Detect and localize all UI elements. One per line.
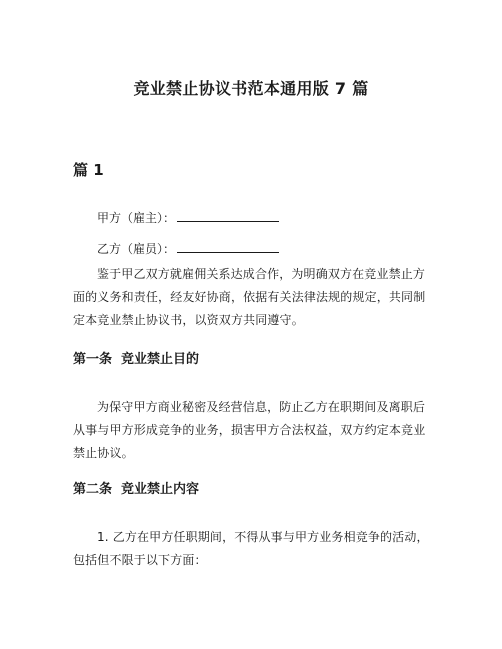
party-a-blank xyxy=(177,210,279,222)
article-1-heading: 第一条 竞业禁止目的 xyxy=(73,352,200,367)
article-2-body: 1. 乙方在甲方任职期间，不得从事与甲方业务相竞争的活动，包括但不限于以下方面： xyxy=(73,530,429,567)
party-a-line xyxy=(97,210,279,226)
intro-paragraph: 鉴于甲乙双方就雇佣关系达成合作，为明确双方在竞业禁止方面的义务和责任，经友好协商，依据有关法律法规的规定，共同制定本竞业禁止协议书，以资双方共同遵守。 xyxy=(73,267,426,327)
article-1-body: 为保守甲方商业秘密及经营信息，防止乙方在职期间及离职后从事与甲方形成竞争的业务，损害甲方合法权益，双方约定本竞业禁止协议。 xyxy=(73,400,426,460)
section-heading: 篇 1 xyxy=(73,161,104,179)
party-b-line xyxy=(97,241,279,257)
party-b-label: 乙方（雇员）： xyxy=(97,242,176,256)
party-a-label: 甲方（雇主）： xyxy=(97,211,176,225)
document-title: 竞业禁止协议书范本通用版 7 篇 xyxy=(133,79,369,98)
article-2-heading: 第二条 竞业禁止内容 xyxy=(73,482,200,497)
party-b-blank xyxy=(177,241,279,253)
